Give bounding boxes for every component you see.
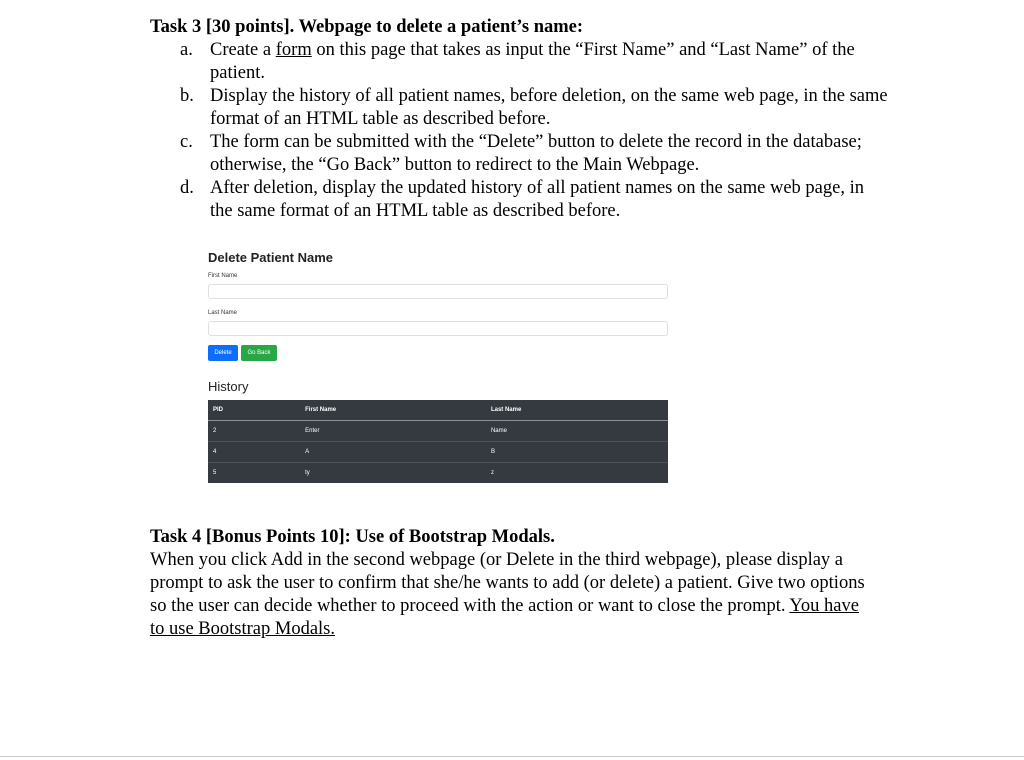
task3-list — [150, 39, 890, 223]
cell-last-name: Name — [486, 421, 668, 442]
task3-item-a — [150, 39, 890, 85]
history-table — [208, 400, 668, 483]
column-header-pid: PID — [208, 400, 300, 421]
last-name-input[interactable] — [208, 321, 668, 336]
delete-button[interactable]: Delete — [208, 345, 238, 361]
history-title: History — [208, 379, 249, 394]
first-name-label: First Name — [208, 273, 238, 279]
cell-last-name: z — [486, 463, 668, 484]
cell-first-name: ty — [300, 463, 486, 484]
item-text: After deletion, display the updated history of all patient names on the same web page, in the same format of an HTML table as described before. — [210, 178, 864, 221]
list-marker: c. — [180, 132, 193, 152]
table-header-row — [208, 400, 668, 421]
bootstrap-modals-requirement: You have to use Bootstrap Modals. — [150, 596, 859, 639]
cell-pid: 5 — [208, 463, 300, 484]
table-row — [208, 421, 668, 442]
last-name-label: Last Name — [208, 310, 238, 316]
page-bottom-rule — [0, 756, 1024, 757]
cell-first-name: Enter — [300, 421, 486, 442]
task3-item-b — [150, 85, 890, 131]
item-text: Display the history of all patient names, before deletion, on the same web page, in the same format of an HTML table as described before. — [210, 86, 888, 129]
cell-pid: 2 — [208, 421, 300, 442]
item-text: on this page that takes as input the “First Name” and “Last Name” of the patient. — [210, 40, 855, 83]
cell-first-name: A — [300, 442, 486, 463]
list-marker: d. — [180, 178, 194, 198]
list-marker: a. — [180, 40, 193, 60]
task3-item-d — [150, 177, 890, 223]
form-link[interactable]: form — [275, 40, 312, 60]
go-back-button[interactable]: Go Back — [241, 345, 277, 361]
task4-paragraph — [150, 549, 870, 641]
first-name-input[interactable] — [208, 284, 668, 299]
list-marker: b. — [180, 86, 194, 106]
task3-item-c — [150, 131, 890, 177]
table-row — [208, 463, 668, 484]
cell-pid: 4 — [208, 442, 300, 463]
column-header-last-name: Last Name — [486, 400, 668, 421]
delete-form-title: Delete Patient Name — [208, 250, 333, 265]
task3-heading: Task 3 [30 points]. Webpage to delete a patient’s name: — [150, 17, 584, 37]
item-text: Create a — [210, 40, 276, 60]
table-row — [208, 442, 668, 463]
task4-heading: Task 4 [Bonus Points 10]: Use of Bootstrap Modals. — [150, 527, 555, 547]
task4-paragraph-text: When you click Add in the second webpage (or Delete in the third webpage), please display a prompt to ask the user to confirm that she/he wants to add (or delete) a patient. Give two options so the user can decide whether to proceed with the action or want to close the prompt. — [150, 550, 865, 616]
item-text: The form can be submitted with the “Delete” button to delete the record in the database; otherwise, the “Go Back” button to redirect to the Main Webpage. — [210, 132, 862, 175]
column-header-first-name: First Name — [300, 400, 486, 421]
cell-last-name: B — [486, 442, 668, 463]
